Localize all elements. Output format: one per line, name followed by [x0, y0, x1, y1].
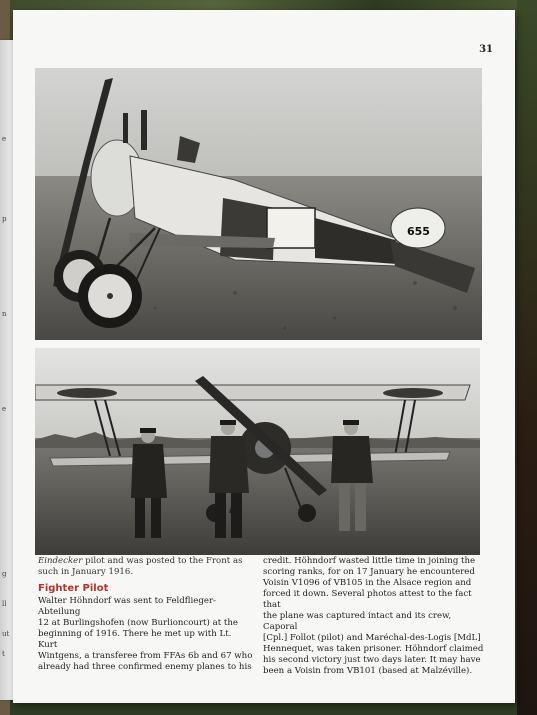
left-page-edge: [0, 40, 14, 700]
tail-number: 655: [407, 225, 430, 238]
paragraph-line: his second victory just two days later. It may have: [263, 655, 481, 665]
paragraph-line: Voisin V1096 of VB105 in the Alsace region and: [263, 578, 472, 588]
left-page-glyph: e: [2, 135, 7, 143]
text-column-left: [38, 596, 253, 673]
left-page-glyph: g: [2, 570, 7, 578]
paragraph-line: forced it down. Several photos attest to the fact that: [263, 589, 472, 610]
left-page-glyph: p: [2, 215, 7, 223]
photo-caption: [38, 556, 253, 578]
photo-pilots-with-aircraft: [35, 348, 480, 555]
paragraph-line: beginning of 1916. There he met up with Lt. Kurt: [38, 629, 232, 650]
paragraph-line: been a Voisin from VB101 (based at Malzéville).: [263, 666, 473, 676]
text-column-right: [263, 556, 485, 677]
paragraph-line: already had three confirmed enemy planes to his: [38, 662, 252, 672]
caption-text: pilot and was posted to the Front as such in January 1916.: [38, 556, 243, 577]
left-page-glyph: ll: [2, 600, 7, 608]
section-heading: Fighter Pilot: [38, 583, 109, 594]
left-page-glyph: ut: [2, 630, 10, 638]
paragraph-line: Wintgens, a transferee from FFAs 6b and 67 who: [38, 651, 253, 661]
paragraph-line: credit. Höhndorf wasted little time in joining the: [263, 556, 476, 566]
paragraph-line: 12 at Burlingshofen (now Burlioncourt) at the: [38, 618, 238, 628]
caption-emphasis: Eindecker: [38, 556, 83, 566]
paragraph-line: Hennequet, was taken prisoner. Höhndorf claimed: [263, 644, 484, 654]
left-page-glyph: n: [2, 310, 7, 318]
page-number: 31: [479, 44, 493, 55]
photo-aircraft-side-view: [35, 68, 482, 340]
left-page-glyph: e: [2, 405, 7, 413]
background-right: [517, 0, 537, 715]
paragraph-line: scoring ranks, for on 17 January he encountered: [263, 567, 475, 577]
paragraph-line: the plane was captured intact and its crew, Caporal: [263, 611, 452, 632]
paragraph-line: Walter Höhndorf was sent to Feldflieger-Abteilung: [38, 596, 216, 617]
left-page-glyph: t: [2, 650, 5, 658]
paragraph-line: [Cpl.] Follot (pilot) and Maréchal-des-Logis [MdL]: [263, 633, 481, 643]
